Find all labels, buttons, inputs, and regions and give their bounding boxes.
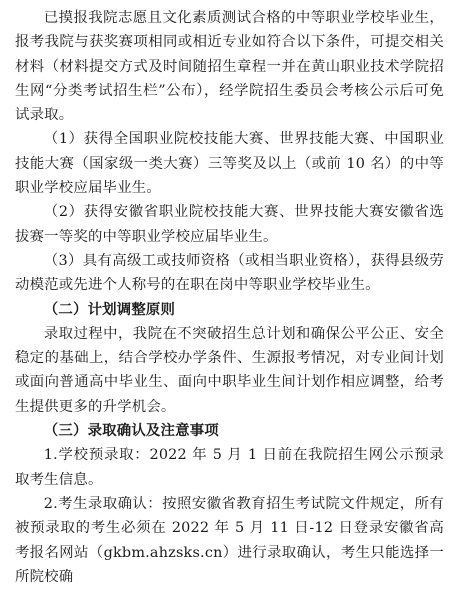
condition-1-paragraph: （1）获得全国职业院校技能大赛、世界技能大赛、中国职业技能大赛（国家级一类大赛）三等奖及以上（或前 10 名）的中等职业学校应届毕业生。	[15, 131, 444, 197]
pre-admission-paragraph: 1.学校预录取：2022 年 5 月 1 日前在我院招生网公示预录取考生信息。	[15, 447, 444, 488]
condition-2-paragraph: （2）获得安徽省职业院校技能大赛、世界技能大赛安徽省选拔赛一等奖的中等职业学校应届毕业生。	[15, 204, 444, 245]
section-heading-admission-confirmation: （三）录取确认及注意事项	[43, 423, 219, 440]
plan-adjustment-paragraph: 录取过程中，我院在不突破招生总计划和确保公平公正、安全稳定的基础上，结合学校办学条件、生源报考情况，对专业间计划或面向普通高中毕业生、面向中职毕业生间计划作相应调整，给考生提供更多的升学机会。	[15, 325, 444, 415]
admission-confirmation-paragraph: 2.考生录取确认：按照安徽省教育招生考试院文件规定，所有被预录取的考生必须在 2022 年 5 月 11 日-12 日登录安徽省高考报名网站（gkbm.ahzsks.cn）进行录取确认，考生只能选择一所院校确	[15, 495, 444, 585]
intro-paragraph: 已摸报我院志愿且文化素质测试合格的中等职业学校毕业生，报考我院与获奖赛项相同或相近专业如符合以下条件，可提交相关材料（材料提交方式及时间随招生章程一并在黄山职业技术学院招生网“分类考试招生栏”公布），经学院招生委员会考核公示后可免试录取。	[15, 10, 444, 124]
section-heading-plan-adjustment: （二）计划调整原则	[43, 301, 176, 318]
condition-3-paragraph: （3）具有高级工或技师资格（或相当职业资格），获得县级劳动模范或先进个人称号的在职在岗中等职业学校毕业生。	[15, 252, 444, 294]
